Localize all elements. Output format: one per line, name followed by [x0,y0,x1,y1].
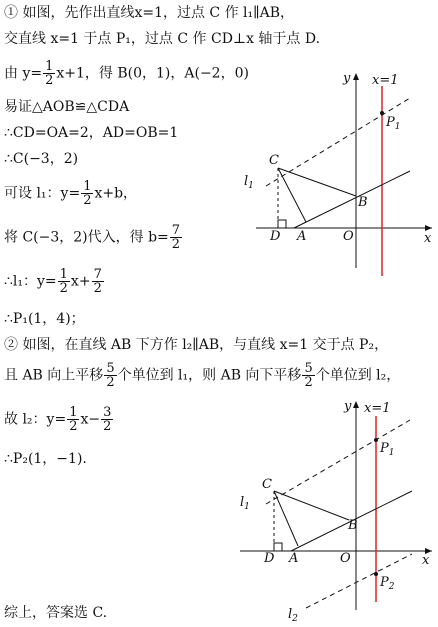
label-a: A [297,229,307,244]
frac-num: 5 [304,361,313,376]
segment-cb [278,168,356,196]
frac-num: 3 [103,405,112,420]
point-p2 [374,572,378,576]
label-a: A [289,551,299,566]
fraction-five-half [104,362,116,389]
frac-num: 1 [69,405,78,420]
frac-num: 1 [83,179,92,194]
line-12-a: 且 AB 向上平移 [4,367,104,384]
label-o: O [340,551,351,566]
fraction-half [43,60,55,87]
line-9-mid: x+ [70,273,91,290]
label-x: x [424,231,432,246]
fraction-half [58,268,70,295]
line-1-text-b: x=1，过点 C 作 l₁∥AB， [134,5,295,21]
line-1-text: ① 如图，先作出直线 [4,5,135,21]
solution-line-11: ② 如图，在直线 AB 下方作 l₂∥AB，与直线 x=1 交于点 P₂， [4,337,389,353]
label-b: B [358,195,368,210]
label-x-eq-1: x=1 [372,73,399,88]
point-p1 [380,111,384,115]
label-x: x [422,553,430,568]
right-angle-mark [274,543,282,551]
line-9-prefix: ∴l₁：y= [4,273,57,290]
solution-line-3 [4,60,249,87]
frac-num: 5 [106,361,115,376]
frac-num: 7 [93,267,102,282]
line-3-suffix: x+1，得 B(0，1)，A(−2，0) [56,65,249,82]
y-axis-arrow [353,73,359,80]
label-d: D [270,229,281,244]
fraction-half [81,180,93,207]
solution-line-2: 交直线 x=1 于点 P₁，过点 C 作 CD⊥x 轴于点 D. [4,31,321,47]
label-b: B [348,518,358,533]
label-c: C [262,477,272,492]
solution-line-5: ∴CD=OA=2，AD=OB=1 [4,125,179,141]
frac-den: 2 [103,419,112,434]
label-p2: $P_2$ [380,575,395,592]
frac-den: 2 [106,375,115,390]
line-3-prefix: 由 y= [4,65,43,82]
solution-line-4: 易证△AOB≌△CDA [4,99,130,115]
line-l1 [266,98,410,186]
solution-line-15: 综上，答案选 C. [4,605,108,621]
solution-line-9 [4,268,105,295]
solution-line-14: ∴P₂(1，−1). [4,451,87,467]
line-8-prefix: 将 C(−3，2)代入，得 b= [4,229,169,246]
frac-den: 2 [93,281,102,296]
frac-num: 1 [45,59,54,74]
solution-line-10: ∴P₁(1，4)； [4,311,85,327]
point-p1 [374,438,378,442]
label-l1: $l_1$ [244,174,254,191]
frac-den: 2 [69,419,78,434]
label-p1: $P_1$ [380,441,395,458]
frac-num: 1 [59,267,68,282]
line-13-prefix: 故 l₂：y= [4,411,67,428]
figure-2 [236,396,436,626]
solution-line-7 [4,180,137,207]
frac-den: 2 [171,237,181,252]
label-d: D [264,551,275,566]
frac-den: 2 [83,193,92,208]
line-13-mid: x− [80,411,101,428]
line-l2 [306,554,412,608]
right-angle-mark [278,220,286,228]
solution-line-13 [4,406,114,433]
fraction-seven-half [170,224,182,251]
frac-num: 7 [171,223,181,238]
line-7-suffix: x+b， [94,185,138,202]
label-y: y [343,71,351,86]
frac-den: 2 [45,73,54,88]
frac-den: 2 [59,281,68,296]
label-o: O [343,229,354,244]
solution-line-12 [4,362,400,389]
line-l1 [266,420,410,504]
fraction-three-half [101,406,113,433]
line-12-b: 个单位到 l₁，则 AB 向下平移 [117,367,302,384]
frac-den: 2 [304,375,313,390]
line-12-c: 个单位到 l₂， [315,367,401,384]
y-axis-arrow [353,401,359,408]
label-l1: $l_1$ [240,495,250,512]
label-c: C [269,153,279,168]
solution-line-6: ∴C(−3，2) [4,151,79,167]
label-x-eq-1: x=1 [364,401,391,416]
label-l2: $l_2$ [288,607,298,624]
fraction-half [67,406,79,433]
fraction-seven-half [92,268,104,295]
label-p1: $P_1$ [386,115,401,132]
label-y: y [344,399,352,414]
solution-line-8 [4,224,183,251]
solution-line-1 [4,4,294,22]
line-7-prefix: 可设 l₁：y= [4,185,81,202]
figure-1 [236,68,436,280]
fraction-five-half [302,362,314,389]
